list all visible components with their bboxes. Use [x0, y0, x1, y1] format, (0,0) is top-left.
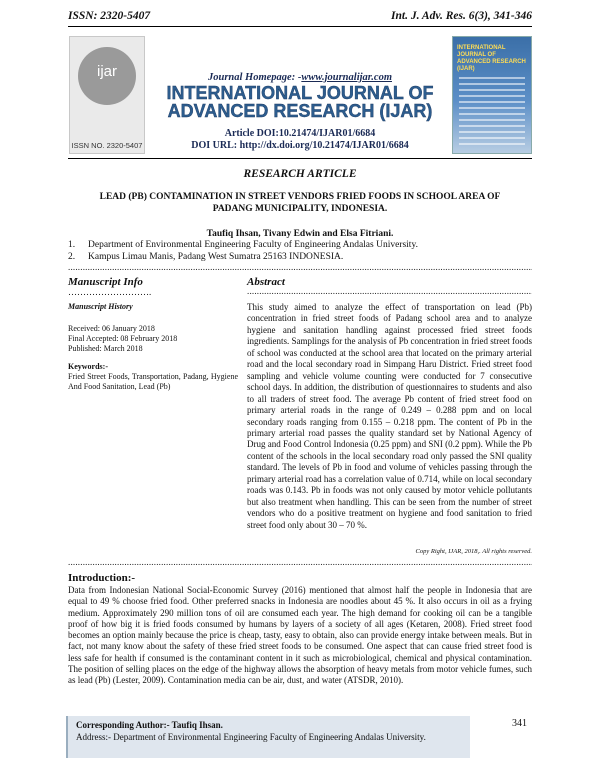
accepted-date: Final Accepted: 08 February 2018: [68, 334, 178, 343]
doi-url[interactable]: DOI URL: http://dx.doi.org/10.21474/IJAR01/6684: [191, 140, 409, 151]
corresponding-author: Corresponding Author:- Taufiq Ihsan.: [76, 720, 223, 730]
manuscript-dates: [68, 324, 238, 354]
abstract-heading: Abstract: [247, 276, 285, 288]
citation-label: Int. J. Adv. Res. 6(3), 341-346: [391, 10, 532, 22]
introduction-text: Data from Indonesian National Social-Economic Survey (2016) mentioned that almost half the people in Indonesia that are equal to 49 % choose fried food. Other preferred snacks in Indonesia are noodles about 45 %. It also occurs in oil as a frying medium. Approximately 290 million tons of oil are consumed each year. The high demand for cooking oil can be a tangible proof of how big it is fried foods consumed by humans by layers of a society of all ages (Ketaren, 2008). Fried street food becomes an option mainly because the price is cheap, tasty, easy to obtain, also can provide energy intake between meals. But in fact, not many know about the safety of these fried street foods to be consumed. One aspect that can cause fried street food is less safe for health if consumed is the contaminant content in it such as microbiological, chemical and physical contamination. The position of selling places on the edge of the highway allows the absorption of heavy metals from motor vehicle fumes, such as lead (Pb) (Lester, 2009). Contamination media can be air, dust, and water (ATSDR, 2010).: [68, 585, 532, 686]
logo-text: ijar: [96, 63, 117, 80]
page-number: 341: [512, 718, 527, 729]
affiliations: [68, 240, 532, 263]
copyright-notice: Copy Right, IJAR, 2018,. All rights reserved.: [415, 548, 532, 555]
manuscript-info-heading: Manuscript Info: [68, 276, 143, 288]
received-date: Received: 06 January 2018: [68, 324, 155, 333]
homepage-link[interactable]: www.journalijar.com: [301, 72, 392, 83]
manuscript-dots: ……………………….: [68, 287, 152, 297]
journal-name-line2: ADVANCED RESEARCH (IJAR): [167, 101, 433, 121]
cover-title: INTERNATIONAL JOURNAL OF ADVANCED RESEARCH (IJAR): [457, 45, 526, 72]
journal-cover-thumbnail: [452, 36, 532, 154]
header-divider: [68, 26, 532, 27]
journal-name-line1: INTERNATIONAL JOURNAL OF: [166, 83, 434, 103]
journal-logo: [69, 36, 145, 154]
article-title: LEAD (PB) CONTAMINATION IN STREET VENDORS FRIED FOODS IN SCHOOL AREA OF PADANG MUNICIPALITY, INDONESIA.: [99, 192, 501, 214]
published-date: Published: March 2018: [68, 344, 143, 353]
abstract-text: This study aimed to analyze the effect of transportation on lead (Pb) concentration in fried street foods of Padang school area and to analyze hygiene and sanitation handling against processed fried street foods ingredients. Samplings for the analysis of Pb concentration in fried street foods of school was conducted at the school area that located on the primary arterial road and the local secondary road in Simpang Haru District. Fried street food sampling and vehicle volume counting were conducted for 7 consecutive school days. In addition, the distribution of questionnaires to students and also to all traders of street food. The average Pb content of fried street food on primary arterial roads in the range of 0.249 – 0.288 ppm and on local secondary roads ranging from 0.155 – 0.218 ppm. The content of Pb in the primary arterial road passes the quality standard set by National Agency of Drug and Food Control Indonesia (0.25 ppm) and SNI (0.2 ppm). While the Pb content of the schools in the local secondary road only passed the SNI quality standard. The levels of Pb in food and volume of vehicles passing through the primary arterial road has a correlation value of 0.714, while on local secondary roads was 0.143. Pb in foods was not only caused by motor vehicle pollutants but also treatment when handling. This can be seen from the number of street vendors who do a positive treatment on hygiene and food sanitation to fried street food only about 30 – 70 %.: [247, 302, 532, 530]
running-header: [68, 10, 532, 22]
masthead-divider: [68, 158, 532, 159]
article-type: RESEARCH ARTICLE: [243, 168, 357, 180]
author-address: Address:- Department of Environmental Engineering Faculty of Engineering Andalas University.: [76, 732, 426, 742]
journal-homepage: [150, 72, 450, 83]
keywords-label: Keywords:-: [68, 362, 108, 371]
cover-decoration: [459, 77, 525, 149]
logo-issn: ISSN NO. 2320-5407: [71, 141, 143, 150]
article-doi: Article DOI:10.21474/IJAR01/6684: [224, 128, 376, 139]
article-authors: Taufiq Ihsan, Tivany Edwin and Elsa Fitriani.: [206, 229, 394, 239]
homepage-label: Journal Homepage: -: [208, 72, 302, 83]
manuscript-info: [68, 302, 238, 392]
issn-label: ISSN: 2320-5407: [68, 10, 151, 22]
journal-name: [150, 84, 450, 120]
corresponding-author-box: [66, 716, 470, 758]
affiliation-item: 1. Department of Environmental Engineering Faculty of Engineering Andalas University.: [68, 240, 418, 250]
abstract-dotted-divider: [247, 286, 532, 296]
affiliation-item: 2. Kampus Limau Manis, Padang West Sumatra 25163 INDONESIA.: [68, 251, 344, 262]
introduction-heading: Introduction:-: [68, 572, 136, 584]
keywords-list: Fried Street Foods, Transportation, Padang, Hygiene And Food Sanitation, Lead (Pb): [68, 372, 238, 391]
dotted-divider: [68, 262, 532, 272]
manuscript-history-label: Manuscript History: [68, 302, 133, 311]
doi-block: [150, 128, 450, 152]
dotted-divider-bottom: [68, 557, 532, 567]
